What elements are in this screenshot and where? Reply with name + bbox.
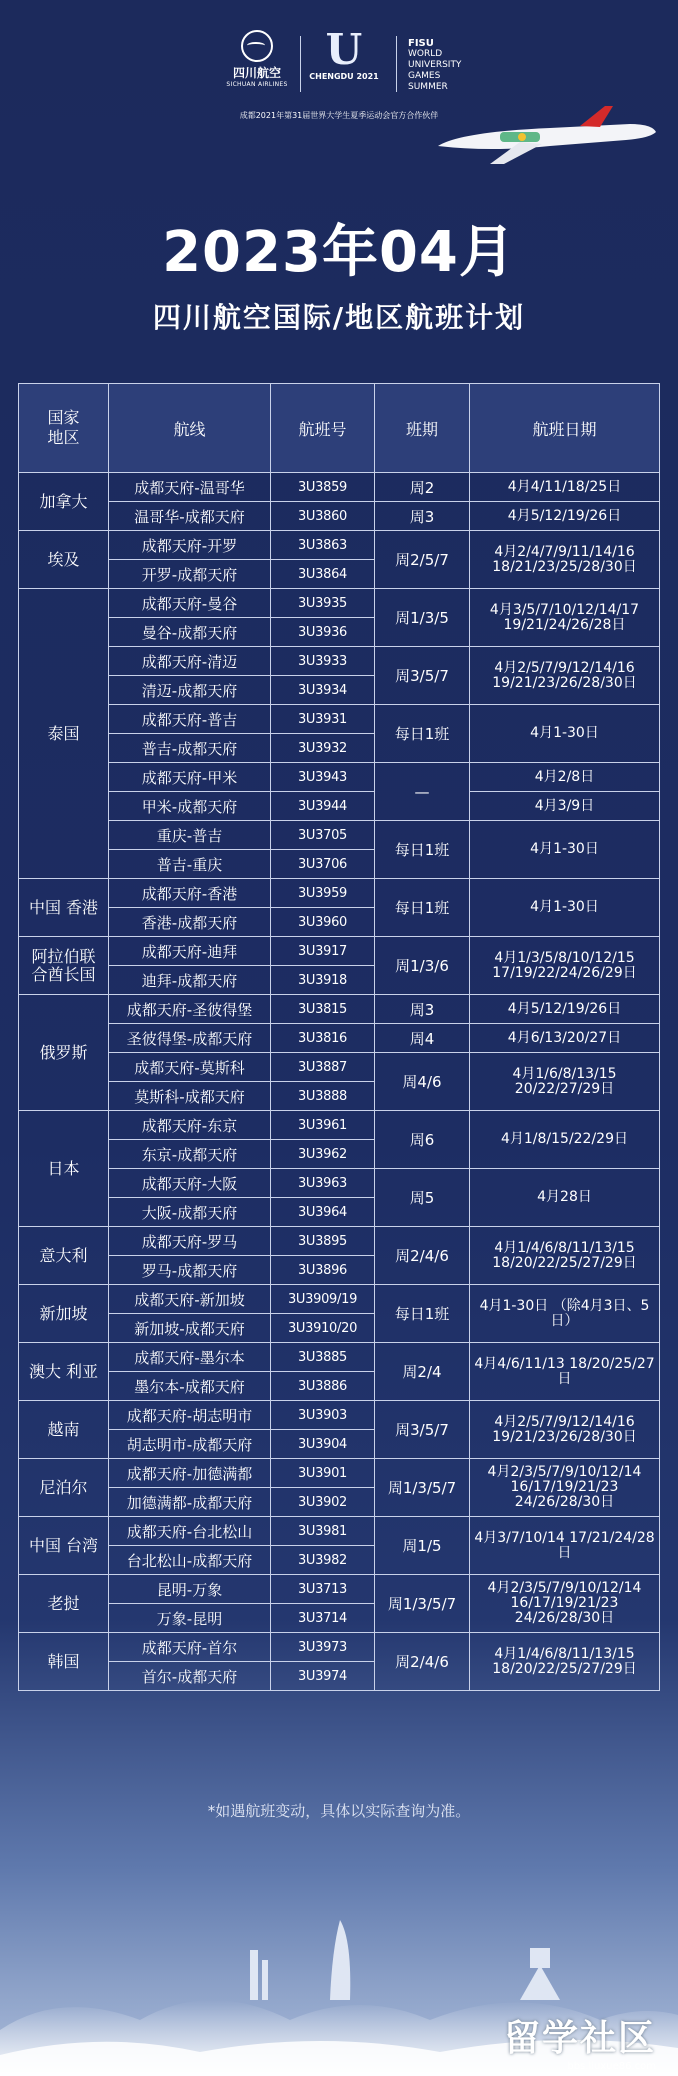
- table-row: [19, 821, 660, 850]
- chengdu-logo-text: CHENGDU 2021: [309, 72, 379, 81]
- dates-cell: 4月3/5/7/10/12/14/17 19/21/24/26/28日: [470, 589, 660, 647]
- table-row: [19, 1285, 660, 1314]
- dates-cell: 4月4/11/18/25日: [470, 473, 660, 502]
- flight-number-cell: 3U3863: [271, 531, 375, 560]
- flight-number-cell: 3U3961: [271, 1111, 375, 1140]
- fisu-logo: FISU WORLD UNIVERSITY GAMES SUMMER: [408, 38, 462, 92]
- flight-number-cell: 3U3713: [271, 1575, 375, 1604]
- table-row: [19, 1111, 660, 1140]
- route-cell: 曼谷-成都天府: [109, 618, 271, 647]
- dates-cell: 4月5/12/19/26日: [470, 995, 660, 1024]
- dates-cell: 4月1-30日: [470, 879, 660, 937]
- flight-number-cell: 3U3714: [271, 1604, 375, 1633]
- dates-cell: 4月3/7/10/14 17/21/24/28日: [470, 1517, 660, 1575]
- schedule-cell: 周1/3/5/7: [375, 1575, 470, 1633]
- flight-number-cell: 3U3973: [271, 1633, 375, 1662]
- country-cell: 越南: [19, 1401, 109, 1459]
- chengdu-emblem-icon: U: [325, 25, 363, 74]
- sichuan-airlines-name-en: SICHUAN AIRLINES: [226, 81, 288, 88]
- route-cell: 成都天府-莫斯科: [109, 1053, 271, 1082]
- flight-number-cell: 3U3918: [271, 966, 375, 995]
- table-row: [19, 647, 660, 676]
- table-row: [19, 937, 660, 966]
- flight-number-cell: 3U3909/19: [271, 1285, 375, 1314]
- flight-number-cell: 3U3943: [271, 763, 375, 792]
- schedule-cell: 周2/4/6: [375, 1633, 470, 1691]
- flight-number-cell: 3U3936: [271, 618, 375, 647]
- schedule-cell: 每日1班: [375, 821, 470, 879]
- country-cell: 韩国: [19, 1633, 109, 1691]
- flight-number-cell: 3U3962: [271, 1140, 375, 1169]
- schedule-cell: 周2/4: [375, 1343, 470, 1401]
- schedule-cell: 每日1班: [375, 1285, 470, 1343]
- flight-number-cell: 3U3859: [271, 473, 375, 502]
- route-cell: 成都天府-香港: [109, 879, 271, 908]
- country-cell: 加拿大: [19, 473, 109, 531]
- country-cell: 澳大 利亚: [19, 1343, 109, 1401]
- sichuan-airlines-name: 四川航空: [232, 66, 281, 80]
- dates-cell: 4月3/9日: [470, 792, 660, 821]
- dates-cell: 4月4/6/11/13 18/20/25/27日: [470, 1343, 660, 1401]
- dates-cell: 4月1-30日: [470, 821, 660, 879]
- schedule-cell: 周6: [375, 1111, 470, 1169]
- country-cell: 埃及: [19, 531, 109, 589]
- flight-number-cell: 3U3963: [271, 1169, 375, 1198]
- flight-number-cell: 3U3705: [271, 821, 375, 850]
- schedule-cell: 周2/4/6: [375, 1227, 470, 1285]
- flight-number-cell: 3U3888: [271, 1082, 375, 1111]
- flight-number-cell: 3U3910/20: [271, 1314, 375, 1343]
- route-cell: 成都天府-首尔: [109, 1633, 271, 1662]
- country-cell: 老挝: [19, 1575, 109, 1633]
- schedule-cell: 周4/6: [375, 1053, 470, 1111]
- schedule-cell: 周3: [375, 502, 470, 531]
- country-cell: 日本: [19, 1111, 109, 1227]
- dates-cell: 4月2/5/7/9/12/14/16 19/21/23/26/28/30日: [470, 647, 660, 705]
- route-cell: 大阪-成都天府: [109, 1198, 271, 1227]
- schedule-cell: 周2: [375, 473, 470, 502]
- schedule-cell: 周1/3/6: [375, 937, 470, 995]
- route-cell: 成都天府-开罗: [109, 531, 271, 560]
- route-cell: 成都天府-东京: [109, 1111, 271, 1140]
- country-cell: 新加坡: [19, 1285, 109, 1343]
- route-cell: 甲米-成都天府: [109, 792, 271, 821]
- route-cell: 成都天府-圣彼得堡: [109, 995, 271, 1024]
- flight-number-cell: 3U3964: [271, 1198, 375, 1227]
- table-row: [19, 995, 660, 1024]
- flight-number-cell: 3U3934: [271, 676, 375, 705]
- table-row: [19, 879, 660, 908]
- route-cell: 成都天府-胡志明市: [109, 1401, 271, 1430]
- page-subtitle: 四川航空国际/地区航班计划: [152, 301, 526, 334]
- dates-cell: 4月2/3/5/7/9/10/12/14 16/17/19/21/23 24/26/28/30日: [470, 1575, 660, 1633]
- dates-cell: 4月1/4/6/8/11/13/15 18/20/22/25/27/29日: [470, 1227, 660, 1285]
- country-cell: 中国 台湾: [19, 1517, 109, 1575]
- dates-cell: 4月1/8/15/22/29日: [470, 1111, 660, 1169]
- flight-number-cell: 3U3935: [271, 589, 375, 618]
- schedule-cell: 每日1班: [375, 879, 470, 937]
- table-row: [19, 1024, 660, 1053]
- route-cell: 成都天府-墨尔本: [109, 1343, 271, 1372]
- route-cell: 开罗-成都天府: [109, 560, 271, 589]
- flight-number-cell: 3U3982: [271, 1546, 375, 1575]
- flight-number-cell: 3U3895: [271, 1227, 375, 1256]
- table-row: [19, 1575, 660, 1604]
- dates-cell: 4月28日: [470, 1169, 660, 1227]
- dates-cell: 4月6/13/20/27日: [470, 1024, 660, 1053]
- dates-cell: 4月2/8日: [470, 763, 660, 792]
- route-cell: 成都天府-曼谷: [109, 589, 271, 618]
- route-cell: 万象-昆明: [109, 1604, 271, 1633]
- divider: [396, 36, 397, 92]
- route-cell: 成都天府-台北松山: [109, 1517, 271, 1546]
- table-row: [19, 705, 660, 734]
- flight-number-cell: 3U3816: [271, 1024, 375, 1053]
- route-cell: 普吉-重庆: [109, 850, 271, 879]
- table-row: [19, 763, 660, 792]
- schedule-cell: 周1/3/5: [375, 589, 470, 647]
- dates-cell: 4月1/4/6/8/11/13/15 18/20/22/25/27/29日: [470, 1633, 660, 1691]
- table-row: [19, 473, 660, 502]
- header-flight-number: 航班号: [271, 384, 375, 473]
- header-schedule: 班期: [375, 384, 470, 473]
- table-row: [19, 792, 660, 821]
- table-header-row: [19, 384, 660, 473]
- route-cell: 首尔-成都天府: [109, 1662, 271, 1691]
- schedule-cell: 周1/5: [375, 1517, 470, 1575]
- partner-line: 成都2021年第31届世界大学生夏季运动会官方合作伙伴: [239, 111, 439, 120]
- flight-number-cell: 3U3887: [271, 1053, 375, 1082]
- flight-number-cell: 3U3901: [271, 1459, 375, 1488]
- table-row: [19, 1633, 660, 1662]
- flight-number-cell: 3U3917: [271, 937, 375, 966]
- route-cell: 成都天府-新加坡: [109, 1285, 271, 1314]
- route-cell: 成都天府-罗马: [109, 1227, 271, 1256]
- country-cell: 泰国: [19, 589, 109, 879]
- route-cell: 成都天府-普吉: [109, 705, 271, 734]
- route-cell: 台北松山-成都天府: [109, 1546, 271, 1575]
- flight-number-cell: 3U3932: [271, 734, 375, 763]
- table-row: [19, 1053, 660, 1082]
- table-row: [19, 1401, 660, 1430]
- airplane-icon: [430, 102, 660, 172]
- flight-number-cell: 3U3864: [271, 560, 375, 589]
- table-row: [19, 1169, 660, 1198]
- route-cell: 罗马-成都天府: [109, 1256, 271, 1285]
- table-row: [19, 1459, 660, 1488]
- country-cell: 阿拉伯联 合酋长国: [19, 937, 109, 995]
- table-row: [19, 1517, 660, 1546]
- flight-number-cell: 3U3903: [271, 1401, 375, 1430]
- sichuan-airlines-logo: [218, 30, 296, 88]
- flight-number-cell: 3U3886: [271, 1372, 375, 1401]
- country-cell: 中国 香港: [19, 879, 109, 937]
- flight-number-cell: 3U3981: [271, 1517, 375, 1546]
- route-cell: 普吉-成都天府: [109, 734, 271, 763]
- route-cell: 莫斯科-成都天府: [109, 1082, 271, 1111]
- dates-cell: 4月5/12/19/26日: [470, 502, 660, 531]
- divider: [300, 36, 301, 92]
- schedule-cell: 周3/5/7: [375, 1401, 470, 1459]
- route-cell: 昆明-万象: [109, 1575, 271, 1604]
- flight-number-cell: 3U3931: [271, 705, 375, 734]
- flight-schedule-table: [18, 383, 660, 1691]
- table-row: [19, 1343, 660, 1372]
- dates-cell: 4月2/3/5/7/9/10/12/14 16/17/19/21/23 24/26/28/30日: [470, 1459, 660, 1517]
- watermark: 留学社区 bbs.liuxue86.com: [503, 2018, 656, 2072]
- footnote: *如遇航班变动，具体以实际查询为准。: [207, 1802, 471, 1820]
- country-cell: 俄罗斯: [19, 995, 109, 1111]
- dates-cell: 4月2/4/7/9/11/14/16 18/21/23/25/28/30日: [470, 531, 660, 589]
- header: [0, 0, 678, 160]
- route-cell: 成都天府-大阪: [109, 1169, 271, 1198]
- header-country: 国家 地区: [19, 384, 109, 473]
- flight-number-cell: 3U3706: [271, 850, 375, 879]
- route-cell: 新加坡-成都天府: [109, 1314, 271, 1343]
- table-row: [19, 1227, 660, 1256]
- route-cell: 成都天府-甲米: [109, 763, 271, 792]
- bird-icon: [241, 30, 273, 62]
- schedule-cell: 每日1班: [375, 705, 470, 763]
- flight-number-cell: 3U3902: [271, 1488, 375, 1517]
- flight-number-cell: 3U3933: [271, 647, 375, 676]
- flight-number-cell: 3U3960: [271, 908, 375, 937]
- table-row: [19, 531, 660, 560]
- flight-number-cell: 3U3896: [271, 1256, 375, 1285]
- route-cell: 成都天府-迪拜: [109, 937, 271, 966]
- header-route: 航线: [109, 384, 271, 473]
- route-cell: 成都天府-温哥华: [109, 473, 271, 502]
- schedule-cell: 周5: [375, 1169, 470, 1227]
- route-cell: 墨尔本-成都天府: [109, 1372, 271, 1401]
- route-cell: 胡志明市-成都天府: [109, 1430, 271, 1459]
- route-cell: 东京-成都天府: [109, 1140, 271, 1169]
- flight-number-cell: 3U3974: [271, 1662, 375, 1691]
- dates-cell: 4月1-30日 （除4月3日、5日）: [470, 1285, 660, 1343]
- route-cell: 香港-成都天府: [109, 908, 271, 937]
- route-cell: 迪拜-成都天府: [109, 966, 271, 995]
- flight-number-cell: 3U3815: [271, 995, 375, 1024]
- flight-number-cell: 3U3904: [271, 1430, 375, 1459]
- route-cell: 圣彼得堡-成都天府: [109, 1024, 271, 1053]
- schedule-cell: —: [375, 763, 470, 821]
- flight-number-cell: 3U3885: [271, 1343, 375, 1372]
- schedule-cell: 周1/3/5/7: [375, 1459, 470, 1517]
- table-row: [19, 502, 660, 531]
- schedule-cell: 周4: [375, 1024, 470, 1053]
- dates-cell: 4月1/3/5/8/10/12/15 17/19/22/24/26/29日: [470, 937, 660, 995]
- table-row: [19, 589, 660, 618]
- route-cell: 温哥华-成都天府: [109, 502, 271, 531]
- route-cell: 成都天府-加德满都: [109, 1459, 271, 1488]
- schedule-cell: 周2/5/7: [375, 531, 470, 589]
- country-cell: 意大利: [19, 1227, 109, 1285]
- route-cell: 成都天府-清迈: [109, 647, 271, 676]
- dates-cell: 4月2/5/7/9/12/14/16 19/21/23/26/28/30日: [470, 1401, 660, 1459]
- country-cell: 尼泊尔: [19, 1459, 109, 1517]
- chengdu-2021-logo: [304, 25, 384, 81]
- route-cell: 重庆-普吉: [109, 821, 271, 850]
- schedule-cell: 周3/5/7: [375, 647, 470, 705]
- flight-number-cell: 3U3944: [271, 792, 375, 821]
- route-cell: 加德满都-成都天府: [109, 1488, 271, 1517]
- dates-cell: 4月1/6/8/13/15 20/22/27/29日: [470, 1053, 660, 1111]
- dates-cell: 4月1-30日: [470, 705, 660, 763]
- schedule-cell: 周3: [375, 995, 470, 1024]
- flight-number-cell: 3U3959: [271, 879, 375, 908]
- route-cell: 清迈-成都天府: [109, 676, 271, 705]
- flight-number-cell: 3U3860: [271, 502, 375, 531]
- header-dates: 航班日期: [470, 384, 660, 473]
- page-title: 2023年04月: [162, 220, 516, 285]
